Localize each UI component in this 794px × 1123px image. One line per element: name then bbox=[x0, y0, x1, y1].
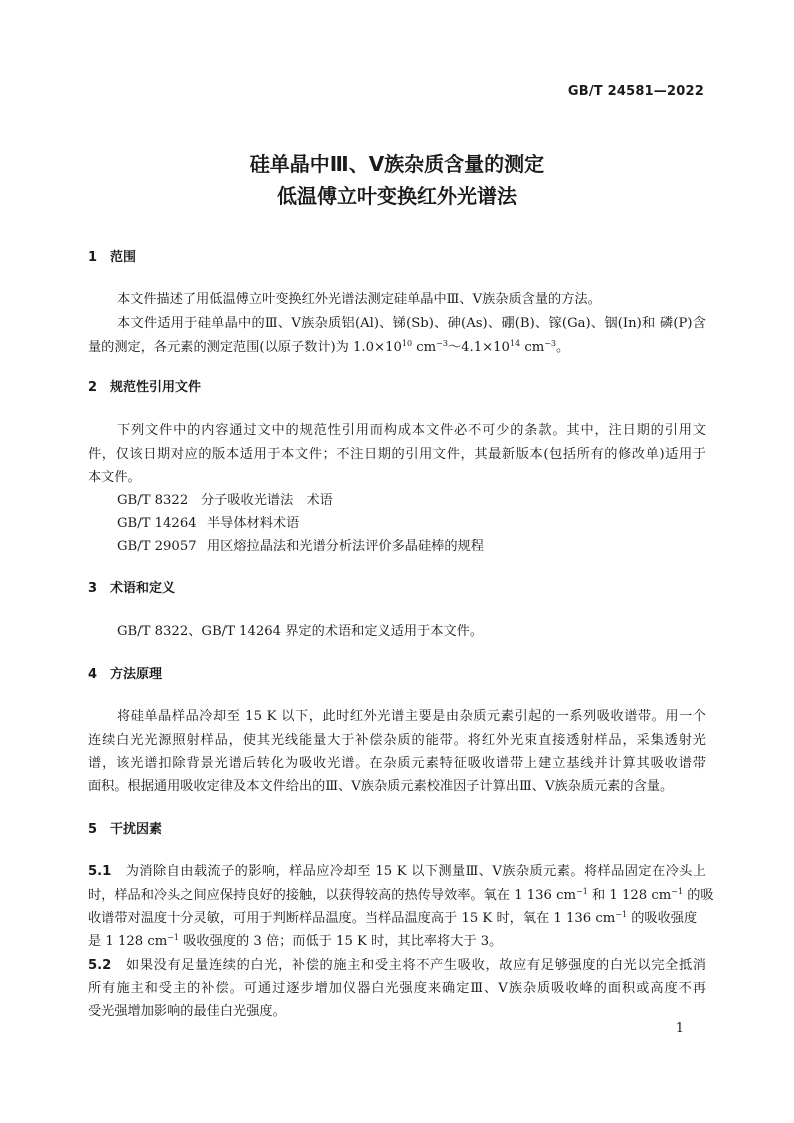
clause-5-1-line-1 bbox=[88, 861, 706, 883]
section-5-heading bbox=[88, 820, 162, 840]
superscript: −1 bbox=[615, 910, 628, 919]
document-title-line2: 低温傅立叶变换红外光谱法 bbox=[277, 184, 517, 208]
superscript: 14 bbox=[509, 339, 521, 348]
section-1-paragraph-2-line-1: 本文件适用于硅单晶中的Ⅲ、Ⅴ族杂质铝(Al)、锑(Sb)、砷(As)、硼(B)、镓(Ga)、铟(In)和 磷(P)含 bbox=[117, 316, 706, 331]
document-title-line1: 硅单晶中Ⅲ、Ⅴ族杂质含量的测定 bbox=[249, 152, 545, 176]
clause-number: 5.2 bbox=[88, 958, 112, 973]
section-title: 干扰因素 bbox=[110, 822, 163, 837]
superscript: −1 bbox=[167, 933, 180, 942]
section-4-heading bbox=[88, 665, 162, 685]
section-2-paragraph-line-1: 下列文件中的内容通过文中的规范性引用而构成本文件必不可少的条款。其中，注日期的引用文 bbox=[117, 423, 706, 438]
text-segment: cm bbox=[412, 340, 437, 355]
superscript: −3 bbox=[436, 339, 448, 348]
section-title: 方法原理 bbox=[110, 667, 163, 682]
text-segment: 为消除自由载流子的影响，样品应冷却至 15 K 以下测量Ⅲ、Ⅴ族杂质元素。将样品固定在冷头上 bbox=[125, 864, 706, 879]
reference-item bbox=[117, 490, 706, 512]
text-segment: 时，样品和冷头之间应保持良好的接触，以获得较高的热传导效率。氧在 1 136 cm bbox=[88, 888, 577, 903]
section-number: 2 bbox=[88, 380, 98, 395]
page-number: 1 bbox=[675, 1021, 684, 1036]
text-segment: 的吸收强度 bbox=[627, 911, 698, 926]
reference-code: GB/T 14264 bbox=[117, 516, 197, 531]
clause-5-2-line-3: 受光强增加影响的最佳白光强度。 bbox=[88, 1004, 286, 1019]
section-title: 术语和定义 bbox=[110, 581, 176, 596]
clause-5-1-line-4 bbox=[88, 931, 706, 953]
text-segment: 量的测定，各元素的测定范围(以原子数计)为 1.0×10 bbox=[88, 340, 402, 355]
text-segment: 和 1 128 cm bbox=[587, 888, 672, 903]
section-3-paragraph: GB/T 8322、GB/T 14264 界定的术语和定义适用于本文件。 bbox=[117, 624, 484, 639]
text-segment: 收谱带对温度十分灵敏，可用于判断样品温度。当样品温度高于 15 K 时，氧在 1 136 cm bbox=[88, 911, 616, 926]
superscript: −3 bbox=[544, 339, 557, 348]
reference-item bbox=[117, 536, 706, 558]
section-1-paragraph-1: 本文件描述了用低温傅立叶变换红外光谱法测定硅单晶中Ⅲ、Ⅴ族杂质含量的方法。 bbox=[117, 292, 601, 307]
section-2-paragraph-line-3: 本文件。 bbox=[88, 470, 141, 485]
text-segment: 是 1 128 cm bbox=[88, 934, 168, 949]
section-number: 1 bbox=[88, 250, 98, 265]
section-4-paragraph-line-1: 将硅单晶样品冷却至 15 K 以下，此时红外光谱主要是由杂质元素引起的一系列吸收谱带。用一个 bbox=[117, 709, 706, 724]
text-segment: 的吸 bbox=[683, 888, 714, 903]
section-4-paragraph-line-4: 面积。根据通用吸收定律及本文件给出的Ⅲ、Ⅴ族杂质元素校准因子计算出Ⅲ、Ⅴ族杂质元素的含量。 bbox=[88, 779, 674, 794]
section-title: 规范性引用文件 bbox=[110, 380, 202, 395]
clause-5-2-line-2: 所有施主和受主的补偿。可通过逐步增加仪器白光强度来确定Ⅲ、Ⅴ族杂质吸收峰的面积或高度不再 bbox=[88, 981, 706, 996]
text-segment: 吸收强度的 3 倍；而低于 15 K 时，其比率将大于 3。 bbox=[179, 934, 503, 949]
text-segment: ～4.1×10 bbox=[447, 340, 510, 355]
superscript: −1 bbox=[576, 887, 588, 896]
section-number: 3 bbox=[88, 581, 98, 596]
section-1-heading bbox=[88, 248, 136, 268]
section-number: 4 bbox=[88, 667, 98, 682]
superscript: 10 bbox=[401, 339, 413, 348]
reference-item bbox=[117, 513, 706, 535]
text-segment: 如果没有足量连续的白光，补偿的施主和受主将不产生吸收，故应有足够强度的白光以完全抵消 bbox=[125, 958, 706, 973]
section-number: 5 bbox=[88, 822, 98, 837]
text-segment: 。 bbox=[556, 340, 570, 355]
section-1-paragraph-2-line-2 bbox=[88, 337, 706, 359]
section-3-heading bbox=[88, 579, 175, 599]
reference-code: GB/T 8322 bbox=[117, 493, 189, 508]
reference-title: 用区熔拉晶法和光谱分析法评价多晶硅棒的规程 bbox=[207, 539, 484, 554]
superscript: −1 bbox=[671, 887, 684, 896]
reference-title: 分子吸收光谱法 术语 bbox=[201, 493, 333, 508]
text-segment: cm bbox=[520, 340, 545, 355]
clause-5-1-line-3 bbox=[88, 908, 706, 930]
standard-number: GB/T 24581—2022 bbox=[567, 84, 704, 99]
clause-5-1-line-2 bbox=[88, 885, 714, 907]
reference-title: 半导体材料术语 bbox=[207, 516, 300, 531]
reference-code: GB/T 29057 bbox=[117, 539, 197, 554]
section-4-paragraph-line-3: 谱，该光谱扣除背景光谱后转化为吸收光谱。在杂质元素特征吸收谱带上建立基线并计算其吸收谱带 bbox=[88, 756, 706, 771]
section-2-heading bbox=[88, 378, 201, 398]
section-title: 范围 bbox=[110, 250, 137, 265]
section-4-paragraph-line-2: 连续白光光源照射样品，使其光线能量大于补偿杂质的能带。将红外光束直接透射样品，采集透射光 bbox=[88, 733, 706, 748]
clause-number: 5.1 bbox=[88, 864, 112, 879]
section-2-paragraph-line-2: 件，仅该日期对应的版本适用于本文件；不注日期的引用文件，其最新版本(包括所有的修改单)适用于 bbox=[88, 447, 706, 462]
clause-5-2-line-1 bbox=[88, 955, 706, 977]
